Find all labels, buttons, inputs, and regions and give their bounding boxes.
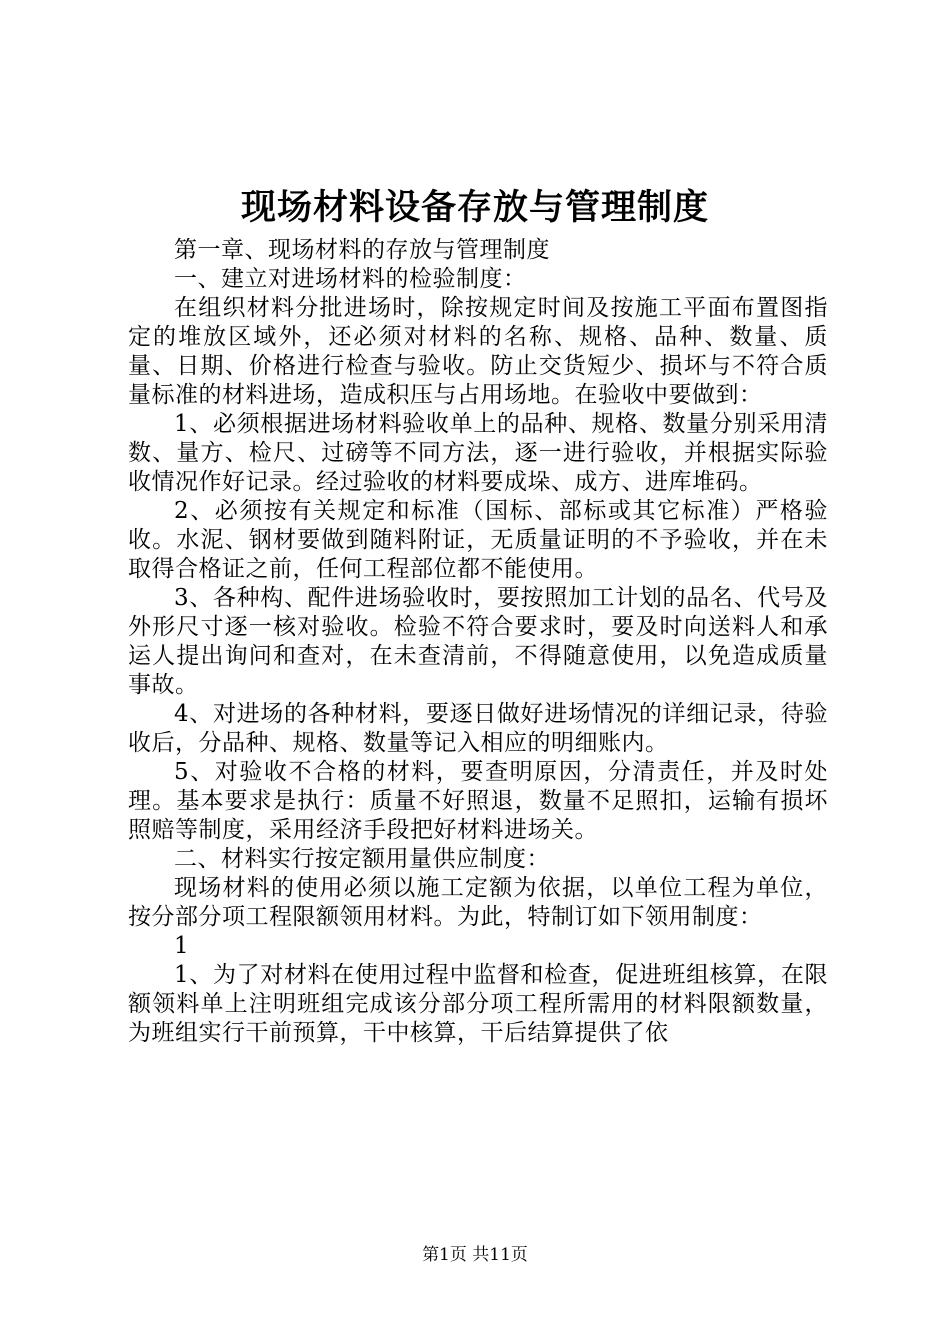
section-heading: 二、材料实行按定额用量供应制度：: [174, 846, 550, 872]
page-footer: 第1页 共11页: [422, 1245, 528, 1265]
list-item: 2、必须按有关规定和标准（国标、部标或其它标准）严格验收。水泥、钢材要做到随料附证，无质量证明的不予验收，并在未取得合格证之前，任何工程部位都不能使用。: [128, 498, 828, 582]
chapter-heading: 第一章、现场材料的存放与管理制度: [174, 237, 550, 263]
list-item: 3、各种构、配件进场验收时，要按照加工计划的品名、代号及外形尺寸逐一核对验收。检验不符合要求时，要及时向送料人和承运人提出询问和查对，在未查清前，不得随意使用，以免造成质量事故。: [128, 585, 828, 698]
list-item: 1、为了对材料在使用过程中监督和检查，促进班组核算，在限额领料单上注明班组完成该分部分项工程所需用的材料限额数量，为班组实行干前预算，干中核算，干后结算提供了依: [128, 962, 828, 1046]
section-heading: 一、建立对进场材料的检验制度：: [174, 266, 527, 292]
document-title: 现场材料设备存放与管理制度: [240, 187, 709, 228]
list-item: 5、对验收不合格的材料，要查明原因，分清责任，并及时处理。基本要求是执行：质量不好照退，数量不足照扣，运输有损坏照赔等制度，采用经济手段把好材料进场关。: [128, 759, 828, 843]
list-item: 1、必须根据进场材料验收单上的品种、规格、数量分别采用清数、量方、检尺、过磅等不同方法，逐一进行验收，并根据实际验收情况作好记录。经过验收的材料要成垛、成方、进库堆码。: [128, 411, 828, 495]
list-number: 1: [174, 933, 190, 959]
list-item: 4、对进场的各种材料，要逐日做好进场情况的详细记录，待验收后，分品种、规格、数量等记入相应的明细账内。: [128, 701, 828, 756]
paragraph: 在组织材料分批进场时，除按规定时间及按施工平面布置图指定的堆放区域外，还必须对材料的名称、规格、品种、数量、质量、日期、价格进行检查与验收。防止交货短少、损坏与不符合质量标准的材料进场，造成积压与占用场地。在验收中要做到：: [128, 295, 828, 408]
paragraph: 现场材料的使用必须以施工定额为依据，以单位工程为单位，按分部分项工程限额领用材料。为此，特制订如下领用制度：: [128, 875, 828, 930]
document-body: [128, 236, 828, 1048]
